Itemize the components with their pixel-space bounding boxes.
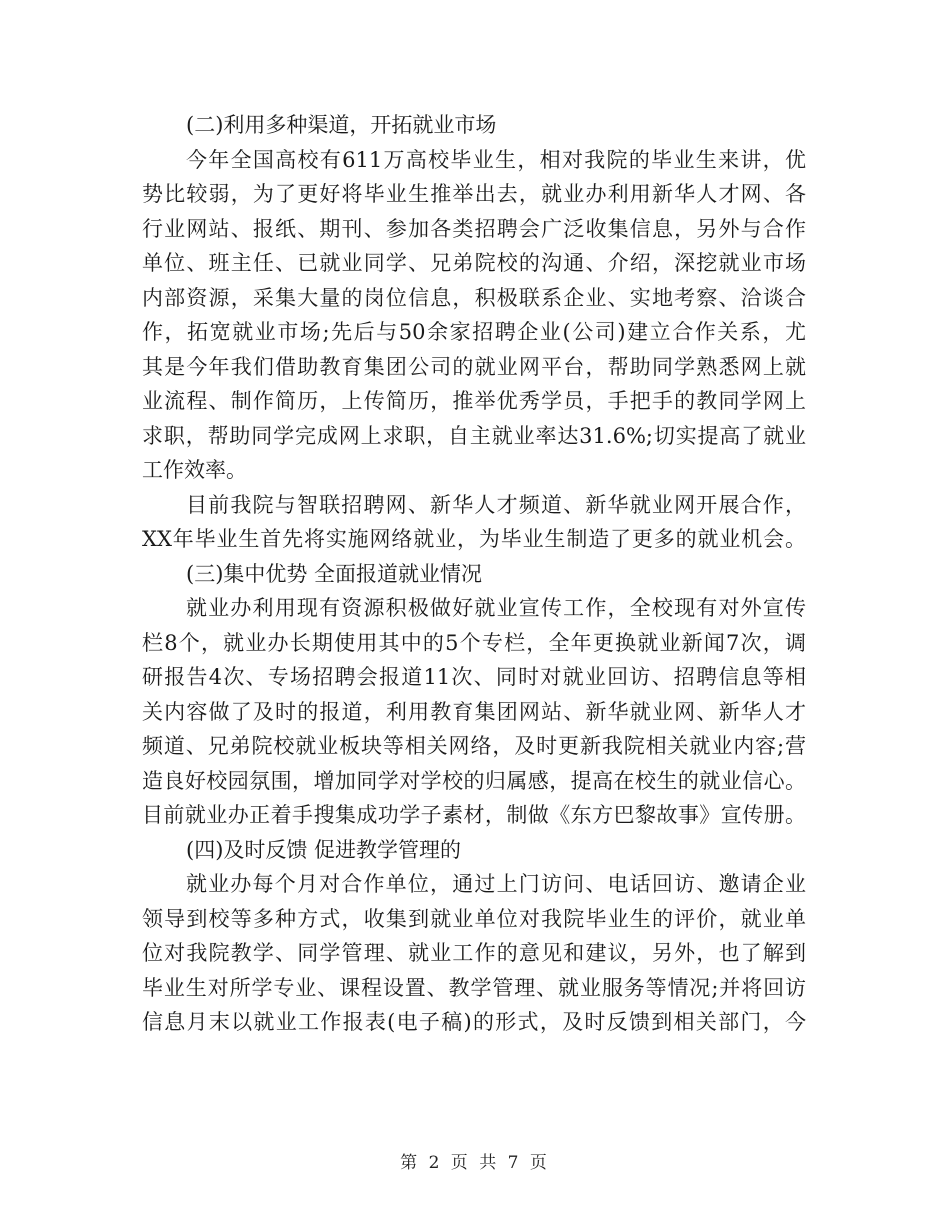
text-line: XX年毕业生首先将实施网络就业，为毕业生制造了更多的就业机会。 <box>142 527 806 551</box>
text-line: 业流程、制作简历，上传简历，推举优秀学员，手把手的教同学网上 <box>142 389 806 413</box>
text-line: 频道、兄弟院校就业板块等相关网络，及时更新我院相关就业内容;营 <box>142 734 806 758</box>
text-line: 工作效率。 <box>142 458 247 482</box>
text-line: 造良好校园氛围，增加同学对学校的归属感，提高在校生的就业信心。 <box>142 768 806 793</box>
text-line: (二)利用多种渠道，开拓就业市场 <box>186 113 497 137</box>
text-line: 今年全国高校有611万高校毕业生，相对我院的毕业生来讲，优 <box>186 147 806 172</box>
text-line: (三)集中优势 全面报道就业情况 <box>186 561 483 586</box>
text-line: 内部资源，采集大量的岗位信息，积极联系企业、实地考察、洽谈合 <box>142 285 806 310</box>
text-line: (四)及时反馈 促进教学管理的 <box>186 837 462 862</box>
text-line: 作，拓宽就业市场;先后与50余家招聘企业(公司)建立合作关系，尤 <box>142 320 806 344</box>
text-line: 关内容做了及时的报道，利用教育集团网站、新华就业网、新华人才 <box>142 699 806 724</box>
text-line: 求职，帮助同学完成网上求职，自主就业率达31.6%;切实提高了就业 <box>142 423 806 448</box>
text-line: 就业办利用现有资源积极做好就业宣传工作，全校现有对外宣传 <box>186 596 806 620</box>
text-line: 研报告4次、专场招聘会报道11次、同时对就业回访、招聘信息等相 <box>142 665 806 689</box>
text-line: 信息月末以就业工作报表(电子稿)的形式，及时反馈到相关部门，今 <box>142 1010 806 1034</box>
text-line: 单位、班主任、已就业同学、兄弟院校的沟通、介绍，深挖就业市场 <box>142 251 806 275</box>
text-line: 栏8个，就业办长期使用其中的5个专栏，全年更换就业新闻7次，调 <box>142 630 806 655</box>
page-footer: 第 2 页 共 7 页 <box>400 1153 550 1173</box>
text-line: 行业网站、报纸、期刊、参加各类招聘会广泛收集信息，另外与合作 <box>142 216 806 241</box>
text-line: 势比较弱，为了更好将毕业生推举出去，就业办利用新华人才网、各 <box>142 182 806 206</box>
text-line: 其是今年我们借助教育集团公司的就业网平台，帮助同学熟悉网上就 <box>142 354 806 379</box>
text-line: 毕业生对所学专业、课程设置、教学管理、就业服务等情况;并将回访 <box>142 975 806 1000</box>
document-body <box>142 108 806 1040</box>
text-line: 位对我院教学、同学管理、就业工作的意见和建议，另外，也了解到 <box>142 941 806 965</box>
text-line: 目前我院与智联招聘网、新华人才频道、新华就业网开展合作， <box>186 492 806 517</box>
text-line: 目前就业办正着手搜集成功学子素材，制做《东方巴黎故事》宣传册。 <box>142 803 806 827</box>
text-line: 领导到校等多种方式，收集到就业单位对我院毕业生的评价，就业单 <box>142 906 806 931</box>
text-line: 就业办每个月对合作单位，通过上门访问、电话回访、邀请企业 <box>186 872 806 896</box>
